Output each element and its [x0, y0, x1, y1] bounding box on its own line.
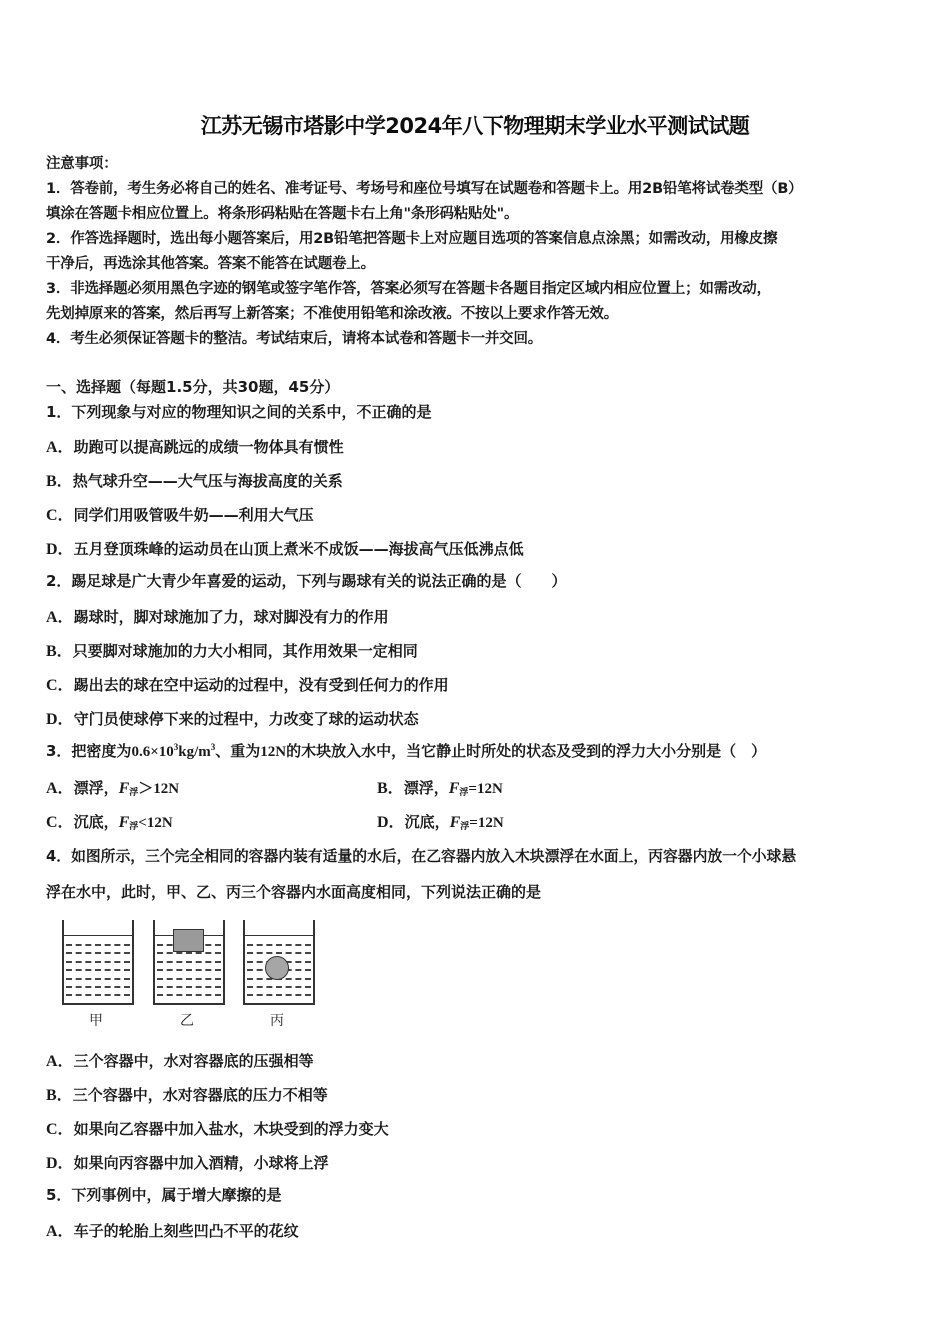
question-5-option-a — [46, 1218, 299, 1241]
option-letter: A． — [46, 1053, 74, 1070]
notice-line: 1．答卷前，考生务必将自己的姓名、准考证号、考场号和座位号填写在试题卷和答题卡上。用2B铅笔将试卷类型（B） — [46, 181, 803, 197]
option-letter: C． — [46, 814, 74, 831]
force-symbol: F — [448, 780, 460, 797]
option-text: 踢出去的球在空中运动的过程中，没有受到任何力的作用 — [73, 676, 449, 694]
wooden-block-icon — [173, 929, 204, 952]
question-2-option-d — [46, 706, 419, 729]
beaker-yi — [153, 920, 225, 1005]
question-2-option-b — [46, 638, 418, 661]
option-letter: D． — [377, 814, 405, 831]
question-3-option-d — [377, 809, 504, 832]
option-text: 如果向丙容器中加入酒精，小球将上浮 — [73, 1154, 329, 1172]
option-letter: D． — [46, 1155, 74, 1172]
beakers-figure — [58, 920, 328, 1035]
question-1-option-c — [46, 502, 314, 525]
exponent: 3 — [173, 742, 179, 752]
option-letter: A． — [46, 609, 74, 626]
stem-text: 、重为 — [215, 742, 261, 760]
notice-line: 3．非选择题必须用黑色字迹的钢笔或签字笔作答，答案必须写在答题卡各题目指定区域内相应位置上；如需改动， — [46, 281, 771, 297]
density-value: 0.6×10 — [131, 744, 174, 760]
force-symbol: F — [118, 814, 130, 831]
water-surface — [64, 935, 132, 936]
figure-label-jia: 甲 — [89, 1013, 103, 1029]
force-relation: ＞12N — [138, 781, 180, 797]
notice-heading: 注意事项： — [46, 156, 118, 172]
force-subscript: 浮 — [129, 788, 139, 798]
option-text: 同学们用吸管吸牛奶——利用大气压 — [73, 506, 314, 524]
water-line — [157, 994, 221, 996]
question-4-option-c — [46, 1116, 389, 1139]
question-4-stem-line1: 4．如图所示，三个完全相同的容器内装有适量的水后，在乙容器内放入木块漂浮在水面上，丙容器内放一个小球悬 — [46, 848, 797, 865]
water-line — [247, 994, 311, 996]
option-letter: A． — [46, 780, 74, 797]
water-line — [66, 994, 130, 996]
question-3-stem — [46, 740, 766, 761]
option-letter: D． — [46, 711, 74, 728]
notice-line: 填涂在答题卡相应位置上。将条形码粘贴在答题卡右上角"条形码粘贴处"。 — [46, 206, 519, 222]
force-subscript: 浮 — [459, 788, 469, 798]
question-5-stem: 5．下列事例中，属于增大摩擦的是 — [46, 1186, 282, 1204]
notice-line: 2．作答选择题时，选出每小题答案后，用2B铅笔把答题卡上对应题目选项的答案信息点涂黑；如需改动，用橡皮擦 — [46, 231, 778, 247]
notice-line: 4．考生必须保证答题卡的整洁。考试结束后，请将本试卷和答题卡一并交回。 — [46, 331, 543, 347]
question-1-option-d — [46, 536, 524, 559]
water-line — [66, 944, 130, 946]
question-1-stem: 1．下列现象与对应的物理知识之间的关系中，不正确的是 — [46, 403, 432, 421]
option-text: 车子的轮胎上刻些凹凸不平的花纹 — [73, 1222, 299, 1240]
water-line — [66, 986, 130, 988]
option-text: 守门员使球停下来的过程中，力改变了球的运动状态 — [73, 710, 419, 728]
option-letter: C． — [46, 507, 74, 524]
option-text: 热气球升空——大气压与海拔高度的关系 — [72, 472, 343, 490]
question-1-option-a — [46, 434, 344, 457]
water-line — [157, 961, 221, 963]
option-text: 三个容器中，水对容器底的压力不相等 — [72, 1086, 328, 1104]
exponent: 3 — [210, 742, 216, 752]
density-unit: kg/m — [178, 744, 211, 760]
question-2-option-c — [46, 672, 449, 695]
force-symbol: F — [449, 814, 461, 831]
water-line — [66, 952, 130, 954]
option-letter: A． — [46, 439, 74, 456]
option-letter: B． — [46, 643, 73, 660]
notice-line: 先划掉原来的答案，然后再写上新答案；不准使用铅笔和涂改液。不按以上要求作答无效。 — [46, 306, 618, 322]
option-letter: C． — [46, 677, 74, 694]
force-relation: =12N — [468, 781, 503, 797]
figure-label-bing: 丙 — [270, 1013, 284, 1029]
question-3-option-c — [46, 809, 173, 832]
question-3-option-b — [377, 775, 503, 798]
question-4-option-a — [46, 1048, 314, 1071]
water-line — [66, 961, 130, 963]
water-line — [247, 986, 311, 988]
question-4-option-d — [46, 1150, 329, 1173]
option-letter: B． — [46, 473, 73, 490]
water-line — [247, 944, 311, 946]
option-letter: C． — [46, 1121, 74, 1138]
option-text: 只要脚对球施加的力大小相同，其作用效果一定相同 — [72, 642, 418, 660]
option-text: 漂浮， — [403, 779, 449, 797]
option-letter: B． — [377, 780, 404, 797]
suspended-ball-icon — [265, 956, 289, 980]
option-text: 踢球时，脚对球施加了力，球对脚没有力的作用 — [73, 608, 389, 626]
question-1-option-b — [46, 468, 343, 491]
question-2-option-a — [46, 604, 389, 627]
water-line — [157, 969, 221, 971]
question-4-option-b — [46, 1082, 328, 1105]
water-line — [66, 969, 130, 971]
water-line — [66, 978, 130, 980]
option-text: 三个容器中，水对容器底的压强相等 — [73, 1052, 314, 1070]
question-2-stem: 2．踢足球是广大青少年喜爱的运动，下列与踢球有关的说法正确的是（ ） — [46, 572, 567, 590]
beaker-bing — [243, 920, 315, 1005]
section-heading: 一、选择题（每题1.5分，共30题，45分） — [46, 378, 340, 396]
option-letter: A． — [46, 1223, 74, 1240]
figure-label-yi: 乙 — [180, 1013, 194, 1029]
force-relation: <12N — [138, 815, 173, 831]
option-text: 漂浮， — [73, 779, 119, 797]
water-surface — [245, 935, 313, 936]
option-text: 助跑可以提高跳远的成绩一物体具有惯性 — [73, 438, 344, 456]
force-symbol: F — [118, 780, 130, 797]
weight-value: 12N — [260, 744, 287, 760]
option-letter: B． — [46, 1087, 73, 1104]
water-line — [157, 978, 221, 980]
notice-line: 干净后，再选涂其他答案。答案不能答在试题卷上。 — [46, 256, 375, 272]
option-text: 沉底， — [404, 813, 450, 831]
force-subscript: 浮 — [460, 822, 470, 832]
water-line — [157, 986, 221, 988]
stem-text: 的木块放入水中，当它静止时所处的状态及受到的浮力大小分别是（ ） — [286, 742, 767, 760]
water-line — [247, 952, 311, 954]
option-text: 五月登顶珠峰的运动员在山顶上煮米不成饭——海拔高气压低沸点低 — [73, 540, 524, 558]
option-text: 沉底， — [73, 813, 119, 831]
water-line — [157, 952, 221, 954]
question-4-stem-line2: 浮在水中，此时，甲、乙、丙三个容器内水面高度相同，下列说法正确的是 — [46, 883, 542, 901]
page-title: 江苏无锡市塔影中学2024年八下物理期末学业水平测试试题 — [200, 114, 750, 138]
option-letter: D． — [46, 541, 74, 558]
option-text: 如果向乙容器中加入盐水，木块受到的浮力变大 — [73, 1120, 389, 1138]
question-3-option-a — [46, 775, 179, 798]
force-relation: =12N — [469, 815, 504, 831]
beaker-jia — [62, 920, 134, 1005]
force-subscript: 浮 — [129, 822, 139, 832]
stem-text: 3．把密度为 — [46, 742, 132, 760]
